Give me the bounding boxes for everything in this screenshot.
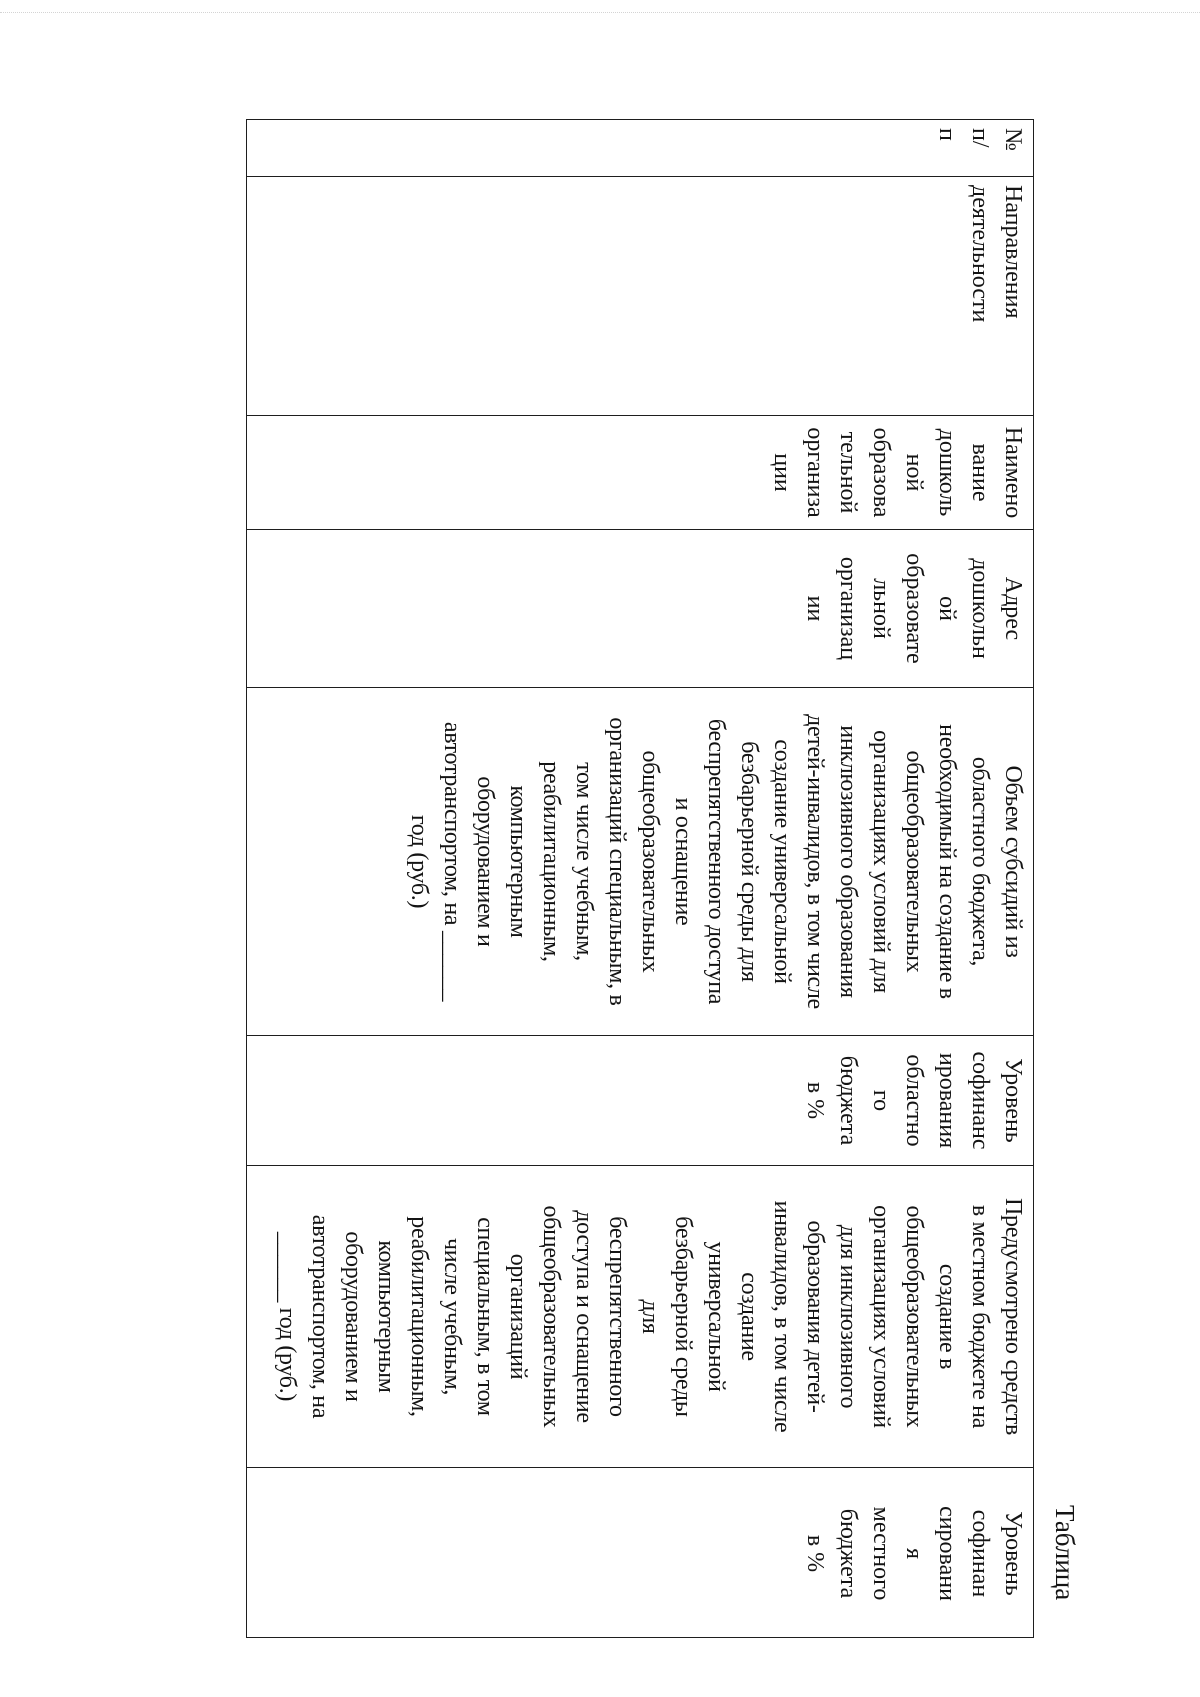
column-number <box>247 120 1033 176</box>
column-local-cofinancing <box>247 1467 1033 1639</box>
rotated-page <box>246 119 1081 1638</box>
header-directions: Направления деятельности <box>967 185 1026 323</box>
header-regional-subsidy: Объем субсидий из областного бюджета, необходимый на создание в общеобразовательных организациях условий для инклюзивного образования детей-инвалидов, в том числе создание универсальной безбарьерной среды для беспрепятственного доступа и оснащение общеобразовательных организаций специальным, в том числе учебным, реабилитационным, компьютерным оборудованием и автотранспортом, на ______ год (руб.) <box>406 714 1026 1009</box>
column-regional-subsidy <box>247 687 1033 1035</box>
header-regional-cofinancing: Уровень софинанс ирования областно го бюджета в % <box>802 1051 1026 1150</box>
column-org-name <box>247 415 1033 529</box>
header-local-cofinancing: Уровень софинан сировани я местного бюджета в % <box>802 1506 1026 1601</box>
column-regional-cofinancing <box>247 1035 1033 1165</box>
header-local-budget: Предусмотрено средств в местном бюджете на создание в общеобразовательных организациях условий для инклюзивного образования детей- инвалидов, в том числе создание универсальной безбарьерной среды для беспрепятственного доступа и оснащение общеобразовательных организаций специальным, в том числе учебным, реабилитационным, компьютерным оборудованием и автотранспортом, на ______ год (руб.) <box>274 1197 1026 1436</box>
column-local-budget <box>247 1165 1033 1467</box>
column-directions <box>247 176 1033 415</box>
data-table <box>246 119 1034 1638</box>
scan-edge <box>0 0 1200 13</box>
header-number: № п/ п <box>934 128 1026 151</box>
table-caption: Таблица <box>1050 1505 1080 1601</box>
header-org-name: Наимено вание дошколь ной образова тельной организа ции <box>769 426 1026 519</box>
header-org-address: Адрес дошкольн ой образовате льной организац ии <box>802 553 1026 664</box>
column-org-address <box>247 529 1033 687</box>
